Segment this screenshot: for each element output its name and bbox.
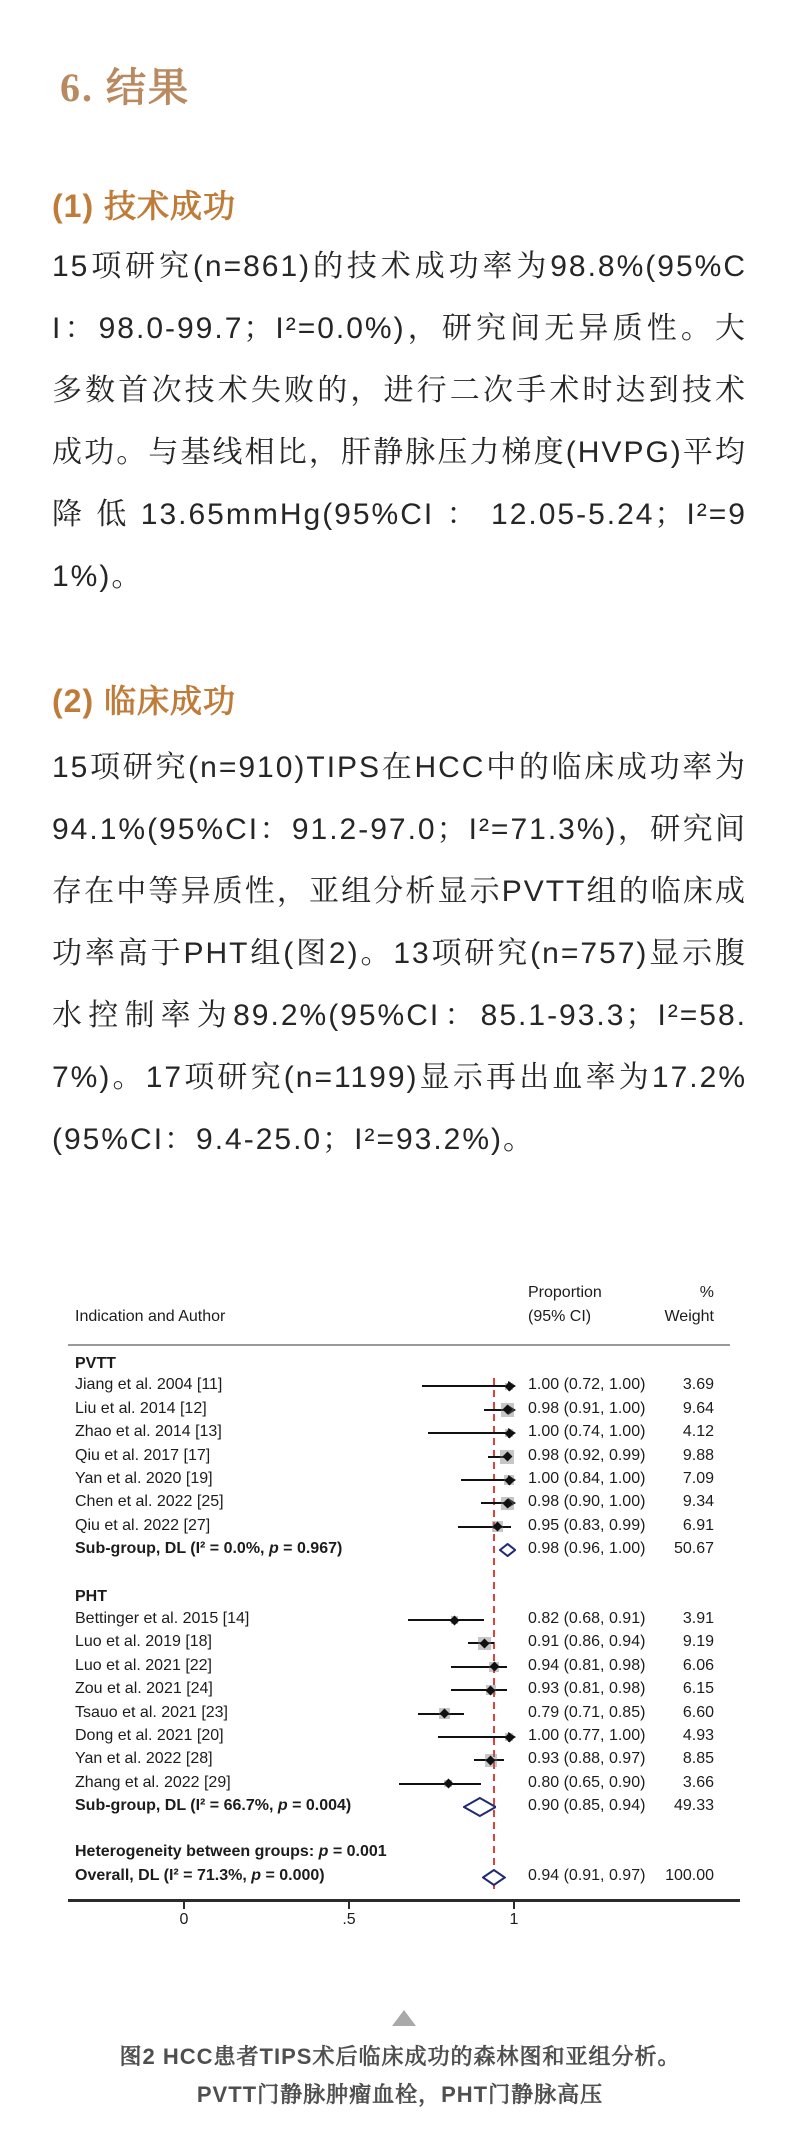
ci-text: 0.93 (0.81, 0.98) bbox=[528, 1680, 646, 1698]
subgroup-pht-diamond-icon bbox=[463, 1797, 497, 1817]
study-label: Dong et al. 2021 [20] bbox=[75, 1727, 224, 1744]
weight-value: 100.00 bbox=[665, 1867, 714, 1884]
table-row bbox=[0, 1772, 800, 1796]
ci-text: 1.00 (0.77, 1.00) bbox=[528, 1727, 646, 1744]
study-label: Zou et al. 2021 [24] bbox=[75, 1680, 213, 1698]
ci-line bbox=[428, 1432, 508, 1434]
table-row bbox=[0, 1865, 800, 1889]
table-row bbox=[0, 1586, 800, 1610]
table-row bbox=[0, 1445, 800, 1469]
col-header-weight: Weight bbox=[664, 1308, 714, 1325]
table-row bbox=[0, 1515, 800, 1539]
ci-text: 0.94 (0.91, 0.97) bbox=[528, 1867, 646, 1884]
group-label: PVTT bbox=[75, 1355, 116, 1372]
ci-line bbox=[399, 1783, 482, 1785]
table-row bbox=[0, 1702, 800, 1726]
weight-value: 4.12 bbox=[682, 1423, 714, 1441]
section-2-body: 15项研究(n=910)TIPS在HCC中的临床成功率为94.1%(95%CI：91.2-97.0；I²=71.3%)，研究间存在中等异质性，亚组分析显示PVTT组的临床成功率高于PHT组(图2)。13项研究(n=757)显示腹水控制率为89.2%(95%CI：85.1-93.3；I²=58.7%)。17项研究(n=1199)显示再出血率为17.2%(95%CI：9.4-25.0；I²=93.2%)。 bbox=[52, 751, 747, 1156]
table-row bbox=[0, 1631, 800, 1655]
figure-caption bbox=[0, 2038, 800, 2114]
subgroup-pht-label: Sub-group, DL (I² = 66.7%, p = 0.004) bbox=[75, 1797, 352, 1815]
study-label: Jiang et al. 2004 [11] bbox=[75, 1376, 223, 1394]
ci-text: 0.93 (0.88, 0.97) bbox=[528, 1750, 646, 1768]
section-1-heading: (1) 技术成功 bbox=[52, 188, 237, 224]
weight-value: 6.15 bbox=[682, 1680, 714, 1698]
heterogeneity-note: Heterogeneity between groups: p = 0.001 bbox=[75, 1843, 387, 1860]
weight-value: 7.09 bbox=[682, 1470, 714, 1487]
table-row bbox=[0, 1841, 800, 1865]
table-row bbox=[0, 1725, 800, 1749]
ci-text: 0.98 (0.96, 1.00) bbox=[528, 1540, 646, 1558]
study-label: Zhao et al. 2014 [13] bbox=[75, 1423, 222, 1441]
weight-value: 4.93 bbox=[682, 1727, 714, 1744]
section-1-body: 15项研究(n=861)的技术成功率为98.8%(95%CI：98.0-99.7；I²=0.0%)，研究间无异质性。大多数首次技术失败的，进行二次手术时达到技术成功。与基线相比，肝静脉压力梯度(HVPG)平均降低13.65mmHg(95%CI：12.05-5.24；I²=91%)。 bbox=[52, 250, 747, 593]
table-row bbox=[0, 1655, 800, 1679]
x-axis-tick-label: .5 bbox=[342, 1911, 356, 1928]
study-label: Liu et al. 2014 [12] bbox=[75, 1399, 207, 1417]
header-rule bbox=[68, 1344, 730, 1346]
study-label: Luo et al. 2021 [22] bbox=[75, 1656, 212, 1674]
ci-text: 0.90 (0.85, 0.94) bbox=[528, 1797, 646, 1815]
ci-text: 0.79 (0.71, 0.85) bbox=[528, 1703, 646, 1721]
study-label: Chen et al. 2022 [25] bbox=[75, 1493, 224, 1511]
figure-caption-line2: PVTT门静脉肿瘤血栓，PHT门静脉高压 bbox=[196, 2082, 604, 2107]
ci-text: 0.98 (0.90, 1.00) bbox=[528, 1493, 646, 1511]
table-row bbox=[0, 1421, 800, 1445]
weight-value: 6.06 bbox=[682, 1656, 714, 1674]
weight-value: 6.60 bbox=[682, 1703, 714, 1721]
ci-text: 0.98 (0.91, 1.00) bbox=[528, 1399, 646, 1417]
x-axis-tick-label: 0 bbox=[179, 1911, 189, 1928]
table-row bbox=[0, 1795, 800, 1819]
ci-text: 0.82 (0.68, 0.91) bbox=[528, 1610, 646, 1627]
ci-line bbox=[408, 1619, 484, 1621]
table-row bbox=[0, 1608, 800, 1632]
weight-value: 50.67 bbox=[673, 1540, 714, 1558]
table-row bbox=[0, 1538, 800, 1562]
ci-text: 0.94 (0.81, 0.98) bbox=[528, 1656, 646, 1674]
study-label: Bettinger et al. 2015 [14] bbox=[75, 1610, 250, 1627]
study-label: Zhang et al. 2022 [29] bbox=[75, 1773, 231, 1791]
ci-text: 0.91 (0.86, 0.94) bbox=[528, 1633, 646, 1651]
study-label: Qiu et al. 2022 [27] bbox=[75, 1516, 211, 1534]
col-header-proportion-ci: (95% CI) bbox=[528, 1308, 592, 1325]
page-title: 6. 结果 bbox=[60, 65, 190, 110]
x-axis-tick bbox=[348, 1901, 350, 1909]
study-label: Luo et al. 2019 [18] bbox=[75, 1633, 212, 1651]
ci-text: 1.00 (0.84, 1.00) bbox=[528, 1470, 646, 1487]
study-label: Yan et al. 2022 [28] bbox=[75, 1750, 213, 1768]
weight-value: 3.66 bbox=[682, 1773, 714, 1791]
subgroup-pvtt-diamond-icon bbox=[499, 1543, 516, 1557]
table-row bbox=[0, 1468, 800, 1492]
x-axis-line bbox=[68, 1899, 740, 1902]
col-header-proportion: Proportion bbox=[528, 1284, 602, 1301]
ci-text: 1.00 (0.72, 1.00) bbox=[528, 1376, 646, 1394]
study-label: Tsauo et al. 2021 [23] bbox=[75, 1703, 228, 1721]
ci-line bbox=[461, 1479, 508, 1481]
forest-plot-figure bbox=[0, 1270, 800, 1950]
overall-diamond-icon bbox=[482, 1869, 506, 1886]
weight-value: 8.85 bbox=[682, 1750, 714, 1768]
table-row bbox=[0, 1374, 800, 1398]
table-row bbox=[0, 1398, 800, 1422]
ci-text: 0.95 (0.83, 0.99) bbox=[528, 1516, 646, 1534]
study-label: Yan et al. 2020 [19] bbox=[75, 1470, 213, 1487]
x-axis-tick bbox=[183, 1901, 185, 1909]
overall-label: Overall, DL (I² = 71.3%, p = 0.000) bbox=[75, 1867, 325, 1884]
weight-value: 3.91 bbox=[682, 1610, 714, 1627]
weight-value: 3.69 bbox=[682, 1376, 714, 1394]
table-row bbox=[0, 1353, 800, 1377]
ci-text: 0.80 (0.65, 0.90) bbox=[528, 1773, 646, 1791]
weight-value: 6.91 bbox=[682, 1516, 714, 1534]
ci-line bbox=[422, 1385, 508, 1387]
weight-value: 9.64 bbox=[682, 1399, 714, 1417]
weight-value: 9.88 bbox=[682, 1446, 714, 1464]
ci-line bbox=[438, 1736, 508, 1738]
weight-value: 9.34 bbox=[682, 1493, 714, 1511]
ci-text: 1.00 (0.74, 1.00) bbox=[528, 1423, 646, 1441]
figure-caption-line1: 图2 HCC患者TIPS术后临床成功的森林图和亚组分析。 bbox=[119, 2044, 681, 2069]
subgroup-pvtt-label: Sub-group, DL (I² = 0.0%, p = 0.967) bbox=[75, 1540, 343, 1558]
col-header-author: Indication and Author bbox=[75, 1308, 226, 1325]
group-label: PHT bbox=[75, 1588, 107, 1605]
table-row bbox=[0, 1491, 800, 1515]
study-label: Qiu et al. 2017 [17] bbox=[75, 1446, 211, 1464]
table-row bbox=[0, 1678, 800, 1702]
ci-text: 0.98 (0.92, 0.99) bbox=[528, 1446, 646, 1464]
collapse-triangle-icon[interactable] bbox=[392, 2010, 416, 2026]
ci-line bbox=[451, 1689, 507, 1691]
weight-value: 49.33 bbox=[673, 1797, 714, 1815]
table-row bbox=[0, 1748, 800, 1772]
weight-value: 9.19 bbox=[682, 1633, 714, 1651]
section-2-heading: (2) 临床成功 bbox=[52, 683, 237, 719]
x-axis-tick bbox=[513, 1901, 515, 1909]
x-axis-tick-label: 1 bbox=[509, 1911, 519, 1928]
col-header-weight-pct: % bbox=[699, 1284, 714, 1301]
